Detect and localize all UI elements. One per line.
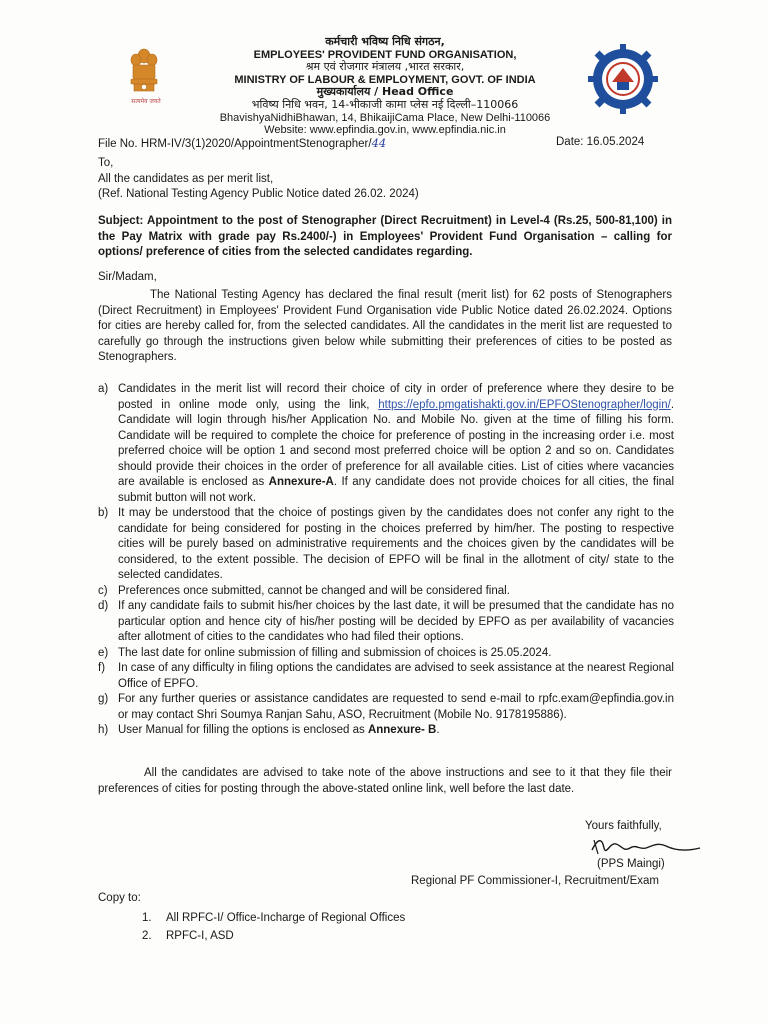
list-marker: d) <box>98 600 109 612</box>
org-name-hindi: कर्मचारी भविष्य निधि संगठन, <box>325 35 445 48</box>
item-text: It may be understood that the choice of postings given by the candidates does not confer any right to the candidate for being considered for posting in the choices preferred by him/her. The posting to respective cities will be purely based on administrative requirements and the choices given by the candidates will be considered, to the extent possible. The decision of EPFO will be final in the allotment of city/ state to the selected candidates. <box>118 507 674 581</box>
list-item <box>98 382 674 506</box>
list-item <box>98 723 674 739</box>
ministry-name: MINISTRY OF LABOUR & EMPLOYMENT, GOVT. OF INDIA <box>234 73 536 86</box>
file-number <box>98 136 386 150</box>
subject: Subject: Appointment to the post of Stenographer (Direct Recruitment) in Level-4 (Rs.25, 500-81,100) in the Pay Matrix with grade pay Rs.2400/-) in Employees' Provident Fund Organisation – calling for options/ preference of cities from the selected candidates regarding. <box>98 215 672 259</box>
signatory-name: (PPS Maingi) <box>597 858 665 870</box>
list-item <box>98 661 674 692</box>
item-text: User Manual for filling the options is enclosed as <box>118 724 365 736</box>
item-text: The last date for online submission of filling and submission of choices is 25.05.2024. <box>118 646 552 659</box>
reference-line: (Ref. National Testing Agency Public Notice dated 26.02. 2024) <box>98 188 419 200</box>
letter-date: Date: 16.05.2024 <box>556 136 645 148</box>
address-hindi: भविष्य निधि भवन, 14-भीकाजी कामा प्लेस नई दिल्ली–110066 <box>251 97 519 111</box>
item-text: . Candidate will login through his/her Application No. and Mobile No. given at the time of filling his form. Candidate will be required to complete the choice for preference of posting in the increasing order i.e. most preferred choice will be option 1 and second most preferred choice will be option 2 and so on. Candidates should provide their choices in the order of preference for all available cities. List of cities where vacancies are available is enclosed as <box>118 398 675 488</box>
list-marker: e) <box>98 646 109 659</box>
list-marker: c) <box>98 584 108 597</box>
list-marker: f) <box>98 662 106 674</box>
signatory-title: Regional PF Commissioner-I, Recruitment/Exam <box>411 875 659 887</box>
list-item <box>142 927 405 945</box>
file-number-handwritten: 44 <box>371 136 387 150</box>
item-text: All RPFC-I/ Office-Incharge of Regional Offices <box>166 912 406 924</box>
item-text: Candidates in the merit list will record their choice of city in order of preference where they desire to be posted in online mode only, using the link, <box>118 383 674 411</box>
list-item <box>98 506 674 584</box>
list-item <box>98 584 674 600</box>
list-item <box>98 599 674 646</box>
list-marker: a) <box>98 383 109 395</box>
intro-paragraph: The National Testing Agency has declared the final result (merit list) for 62 posts of Stenographers (Direct Recruitment) in Employees' Provident Fund Organisation vide Public Notice dated 26.02.2024. Options for cities are hereby called for, from the selected candidates. All the candidates in the merit list are requested to carefully go through the instructions given below while submitting their preferences of cities to be posted as Stenographers. <box>98 289 672 364</box>
recipient-block <box>98 156 419 203</box>
copy-to-label: Copy to: <box>98 892 141 904</box>
ministry-hindi: श्रम एवं रोजगार मंत्रालय ,भारत सरकार, <box>305 60 465 74</box>
item-text: If any candidate fails to submit his/her choices by the last date, it will be presumed that the candidate has no particular option and hence city of his/her posting will be decided by EPFO as per availability of vacancies after allotment of cities to the candidates who had filed their options. <box>118 600 674 643</box>
list-number: 2. <box>142 930 152 942</box>
head-office: मुख्यकार्यालय / Head Office <box>316 85 454 99</box>
website: Website: www.epfindia.gov.in, www.epfindia.nic.in <box>264 124 506 137</box>
item-text: In case of any difficulty in filing options the candidates are advised to seek assistance at the nearest Regional Office of EPFO. <box>118 662 674 690</box>
org-name: EMPLOYEES' PROVIDENT FUND ORGANISATION, <box>253 48 517 61</box>
list-item <box>98 646 674 662</box>
list-marker: b) <box>98 507 109 519</box>
address: BhavishyaNidhiBhawan, 14, BhikaijiCama Place, New Delhi-110066 <box>219 111 551 124</box>
list-marker: h) <box>98 724 109 736</box>
instruction-list <box>98 382 674 739</box>
file-number-text: File No. HRM-IV/3(1)2020/AppointmentStenographer/ <box>98 138 372 150</box>
to-line: To, <box>98 157 114 169</box>
closing-paragraph: All the candidates are advised to take note of the above instructions and see to it that they file their preferences of cities for posting through the above-stated online link, well before the last date. <box>98 767 672 795</box>
copy-to-list <box>142 909 405 945</box>
item-text: RPFC-I, ASD <box>166 930 234 942</box>
letterhead <box>200 36 570 137</box>
list-item <box>98 692 674 723</box>
emblem-caption: सत्यमेव जयते <box>131 98 161 105</box>
recipient-line: All the candidates as per merit list, <box>98 172 274 185</box>
list-marker: g) <box>98 693 109 705</box>
list-item <box>142 909 405 927</box>
yours-faithfully: Yours faithfully, <box>585 820 662 832</box>
annexure-a: Annexure-A <box>268 476 334 488</box>
item-text: . If any candidate does not provide choices for all cities, the final submit button will not work. <box>118 476 675 504</box>
item-text: . <box>436 724 440 736</box>
list-number: 1. <box>142 912 152 924</box>
epfo-choice-link[interactable]: https://epfo.pmgatishakti.gov.in/EPFOStenographer/login/ <box>378 398 671 411</box>
item-text: For any further queries or assistance candidates are requested to send e-mail to rpfc.exam@epfindia.gov.in or may contact Shri Soumya Ranjan Sahu, ASO, Recruitment (Mobile No. 9178195886). <box>118 693 674 721</box>
epfo-logo-icon <box>588 44 658 114</box>
annexure-b: Annexure- B <box>367 724 437 736</box>
item-text: Preferences once submitted, cannot be changed and will be considered final. <box>118 584 510 597</box>
salutation: Sir/Madam, <box>98 271 157 283</box>
